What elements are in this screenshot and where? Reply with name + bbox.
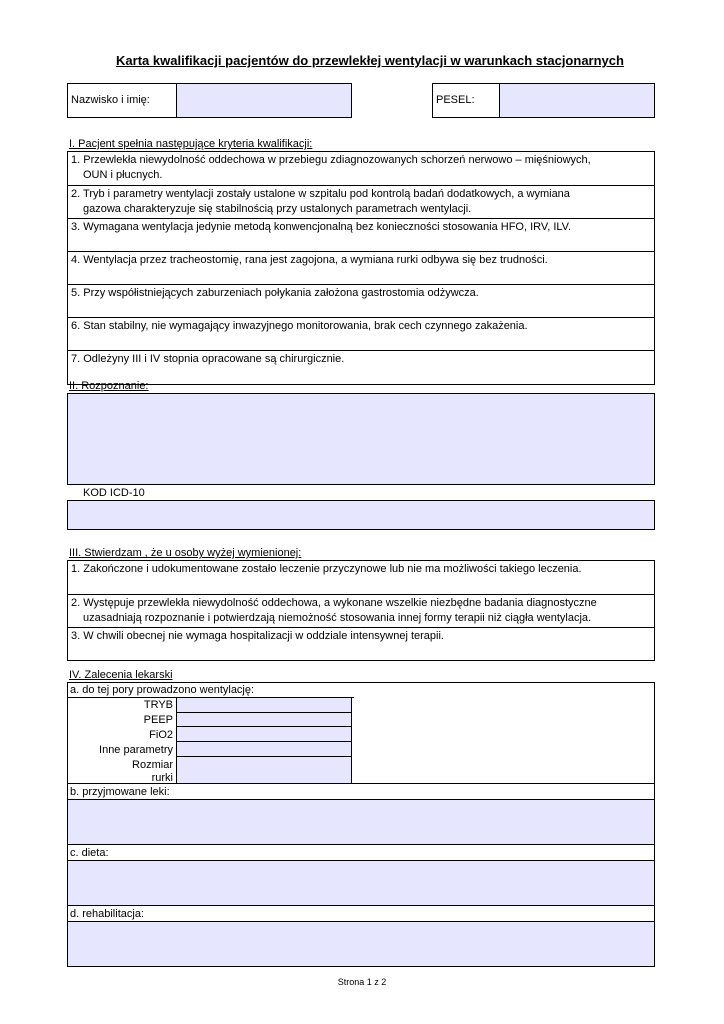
section4-heading: IV. Zalecenia lekarski <box>69 669 173 681</box>
icd-field[interactable] <box>67 500 655 530</box>
criterion-7: 7. Odleżyny III i IV stopnia opracowane są chirurgicznie. <box>67 351 655 385</box>
page-footer: Strona 1 z 2 <box>337 977 387 987</box>
medications-field[interactable] <box>68 799 654 845</box>
criterion-1: 1. Przewlekła niewydolność oddechowa w przebiegu zdiagnozowanych schorzeń nerwowo – mięśniowych, OUN i płucnych. <box>67 151 655 186</box>
statement-1: 1. Zakończone i udokumentowane zostało leczenie przyczynowe lub nie ma możliwości takiego leczenia. <box>67 560 655 595</box>
section2-heading: II. Rozpoznanie: <box>69 380 149 392</box>
other-params-field[interactable] <box>176 741 352 757</box>
criteria-list <box>67 151 655 385</box>
icd-label: KOD ICD-10 <box>83 487 145 499</box>
criterion-3: 3. Wymagana wentylacja jedynie metodą konwencjonalną bez konieczności stosowania HFO, IRV, ILV. <box>67 219 655 252</box>
diet-field[interactable] <box>68 860 654 906</box>
section3-heading: III. Stwierdzam , że u osoby wyżej wymienionej: <box>69 547 302 559</box>
tube-size-field[interactable] <box>176 756 352 784</box>
ventilation-row <box>68 683 654 784</box>
rehab-label: d. rehabilitacja: <box>70 908 144 920</box>
param-grid <box>68 697 354 784</box>
statement-list <box>67 560 655 661</box>
name-field[interactable] <box>176 83 352 118</box>
criterion-4: 4. Wentylacja przez tracheostomię, rana jest zagojona, a wymiana rurki odbywa się bez trudności. <box>67 252 655 285</box>
name-label-cell <box>67 83 177 118</box>
pesel-label-cell <box>432 83 500 118</box>
pesel-field[interactable] <box>499 83 655 118</box>
param-label-tube: Rozmiar rurki <box>132 759 173 783</box>
pesel-label: PESEL: <box>436 94 475 106</box>
section1-heading: I. Pacjent spełnia następujące kryteria kwalifikacji: <box>69 138 313 150</box>
statement-3: 3. W chwili obecnej nie wymaga hospitalizacji w oddziale intensywnej terapii. <box>67 628 655 661</box>
page-title: Karta kwalifikacji pacjentów do przewlekłej wentylacji w warunkach stacjonarnych <box>116 53 624 68</box>
criterion-2: 2. Tryb i parametry wentylacji zostały ustalone w szpitalu pod kontrolą badań dodatkowych, a wymiana gazowa charakteryzuje się stabilnością przy ustalonych parametrach wentylacji. <box>67 186 655 219</box>
peep-field[interactable] <box>176 712 352 727</box>
statement-2: 2. Występuje przewlekła niewydolność oddechowa, a wykonane wszelkie niezbędne badania diagnostyczne uzasadniają rozpoznanie i potwierdzają niemożność stosowania innej formy terapii niż ciągła wentylacja. <box>67 595 655 628</box>
param-label-other: Inne parametry <box>99 744 173 756</box>
recommendations-table <box>67 682 655 967</box>
criterion-6: 6. Stan stabilny, nie wymagający inwazyjnego monitorowania, brak cech czynnego zakażenia. <box>67 318 655 351</box>
rehab-field[interactable] <box>68 921 654 966</box>
name-label: Nazwisko i imię: <box>71 94 150 106</box>
fio2-field[interactable] <box>176 726 352 742</box>
medications-label: b. przyjmowane leki: <box>70 786 170 798</box>
diagnosis-field[interactable] <box>67 393 655 485</box>
diet-label: c. dieta: <box>70 847 109 859</box>
param-label-tryb: TRYB <box>143 699 173 711</box>
param-label-peep: PEEP <box>143 714 173 726</box>
criterion-5: 5. Przy współistniejących zaburzeniach połykania założona gastrostomia odżywcza. <box>67 285 655 318</box>
param-label-fio2: FiO2 <box>149 729 173 741</box>
tryb-field[interactable] <box>176 698 352 713</box>
ventilation-label: a. do tej pory prowadzono wentylację: <box>70 684 255 696</box>
